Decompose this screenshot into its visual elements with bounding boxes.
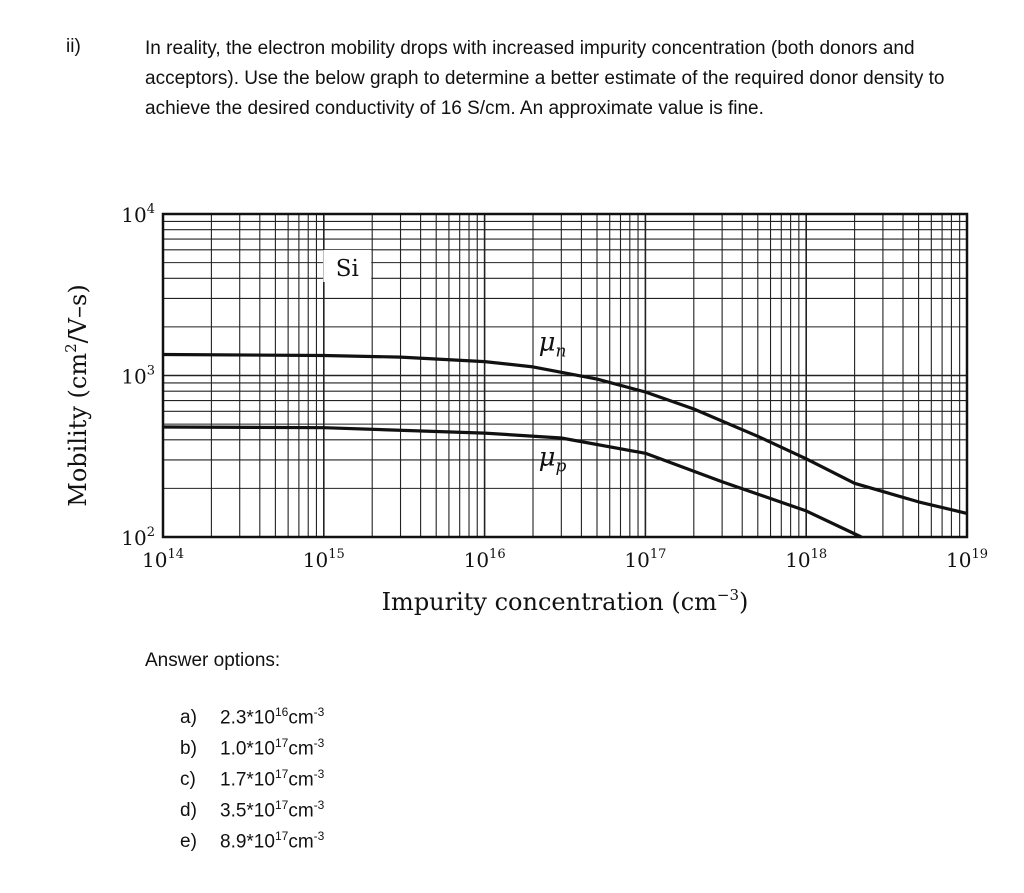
answer-option bbox=[180, 759, 324, 790]
y-axis-title: Mobility $(cm^2/V-s)$ bbox=[62, 284, 92, 507]
answer-option-unit-exponent: -3 bbox=[313, 798, 325, 812]
question-number: ii) bbox=[66, 36, 81, 57]
answer-option-exponent: 17 bbox=[274, 798, 289, 812]
answer-options-list bbox=[180, 697, 324, 852]
series-line-mu-n bbox=[163, 355, 967, 514]
answer-option-exponent: 17 bbox=[274, 767, 289, 781]
answer-option bbox=[180, 697, 324, 728]
y-tick-label: $10^2$ bbox=[121, 525, 155, 550]
answer-option-unit-exponent: -3 bbox=[313, 829, 325, 843]
answer-option-exponent: 16 bbox=[274, 705, 289, 719]
answer-option-letter: a) bbox=[180, 707, 197, 729]
series-label-mu-n: $\mu_n$ bbox=[538, 327, 567, 362]
answer-option-unit-exponent: -3 bbox=[313, 767, 325, 781]
y-tick-label: $10^3$ bbox=[121, 363, 155, 389]
x-tick-label: $10^{14}$ bbox=[142, 547, 184, 572]
question-text: In reality, the electron mobility drops with increased impurity concentration (both donors and acceptors). Use the below graph to determine a better estimate of the required donor density to achieve the desired conductivity of 16 S/cm. An approximate value is fine. bbox=[145, 38, 945, 119]
answer-option-exponent: 17 bbox=[274, 736, 289, 750]
series-line-mu-p bbox=[163, 427, 861, 537]
answer-option bbox=[180, 790, 324, 821]
x-tick-label: $10^{18}$ bbox=[785, 547, 828, 572]
answer-option-unit: cm bbox=[288, 738, 314, 760]
x-axis-title: Impurity concentration $(cm^{-3})$ bbox=[381, 586, 749, 616]
series-label-mu-p: $\mu_p$ bbox=[538, 442, 567, 477]
answer-options-title: Answer options: bbox=[145, 650, 281, 671]
answer-option-value: 3.5*10 bbox=[220, 800, 275, 822]
answer-option-unit: cm bbox=[288, 707, 314, 729]
x-tick-label: $10^{19}$ bbox=[946, 547, 988, 572]
answer-option-value: 8.9*10 bbox=[220, 831, 275, 853]
annotation-si: Si bbox=[335, 256, 359, 283]
answer-option-value: 2.3*10 bbox=[220, 707, 275, 729]
answer-option-letter: e) bbox=[180, 831, 197, 853]
answer-option-letter: d) bbox=[180, 800, 197, 822]
answer-option bbox=[180, 821, 324, 852]
x-tick-label: $10^{15}$ bbox=[302, 547, 345, 572]
answer-option-value: 1.7*10 bbox=[220, 769, 275, 791]
x-tick-label: $10^{16}$ bbox=[463, 547, 506, 572]
chart-series bbox=[163, 355, 967, 538]
x-tick-label: $10^{17}$ bbox=[624, 547, 667, 572]
tick-labels bbox=[121, 202, 988, 572]
answer-option-unit: cm bbox=[288, 769, 314, 791]
answer-option-unit-exponent: -3 bbox=[313, 705, 325, 719]
y-tick-label: $10^4$ bbox=[121, 202, 155, 227]
answer-option-letter: b) bbox=[180, 738, 197, 760]
answer-option-unit: cm bbox=[288, 800, 314, 822]
answer-option bbox=[180, 728, 324, 759]
answer-option-value: 1.0*10 bbox=[220, 738, 275, 760]
answer-option-exponent: 17 bbox=[274, 829, 289, 843]
answer-option-unit: cm bbox=[288, 831, 314, 853]
answer-option-letter: c) bbox=[180, 769, 196, 791]
chart-grid bbox=[163, 214, 967, 537]
answer-option-unit-exponent: -3 bbox=[313, 736, 325, 750]
